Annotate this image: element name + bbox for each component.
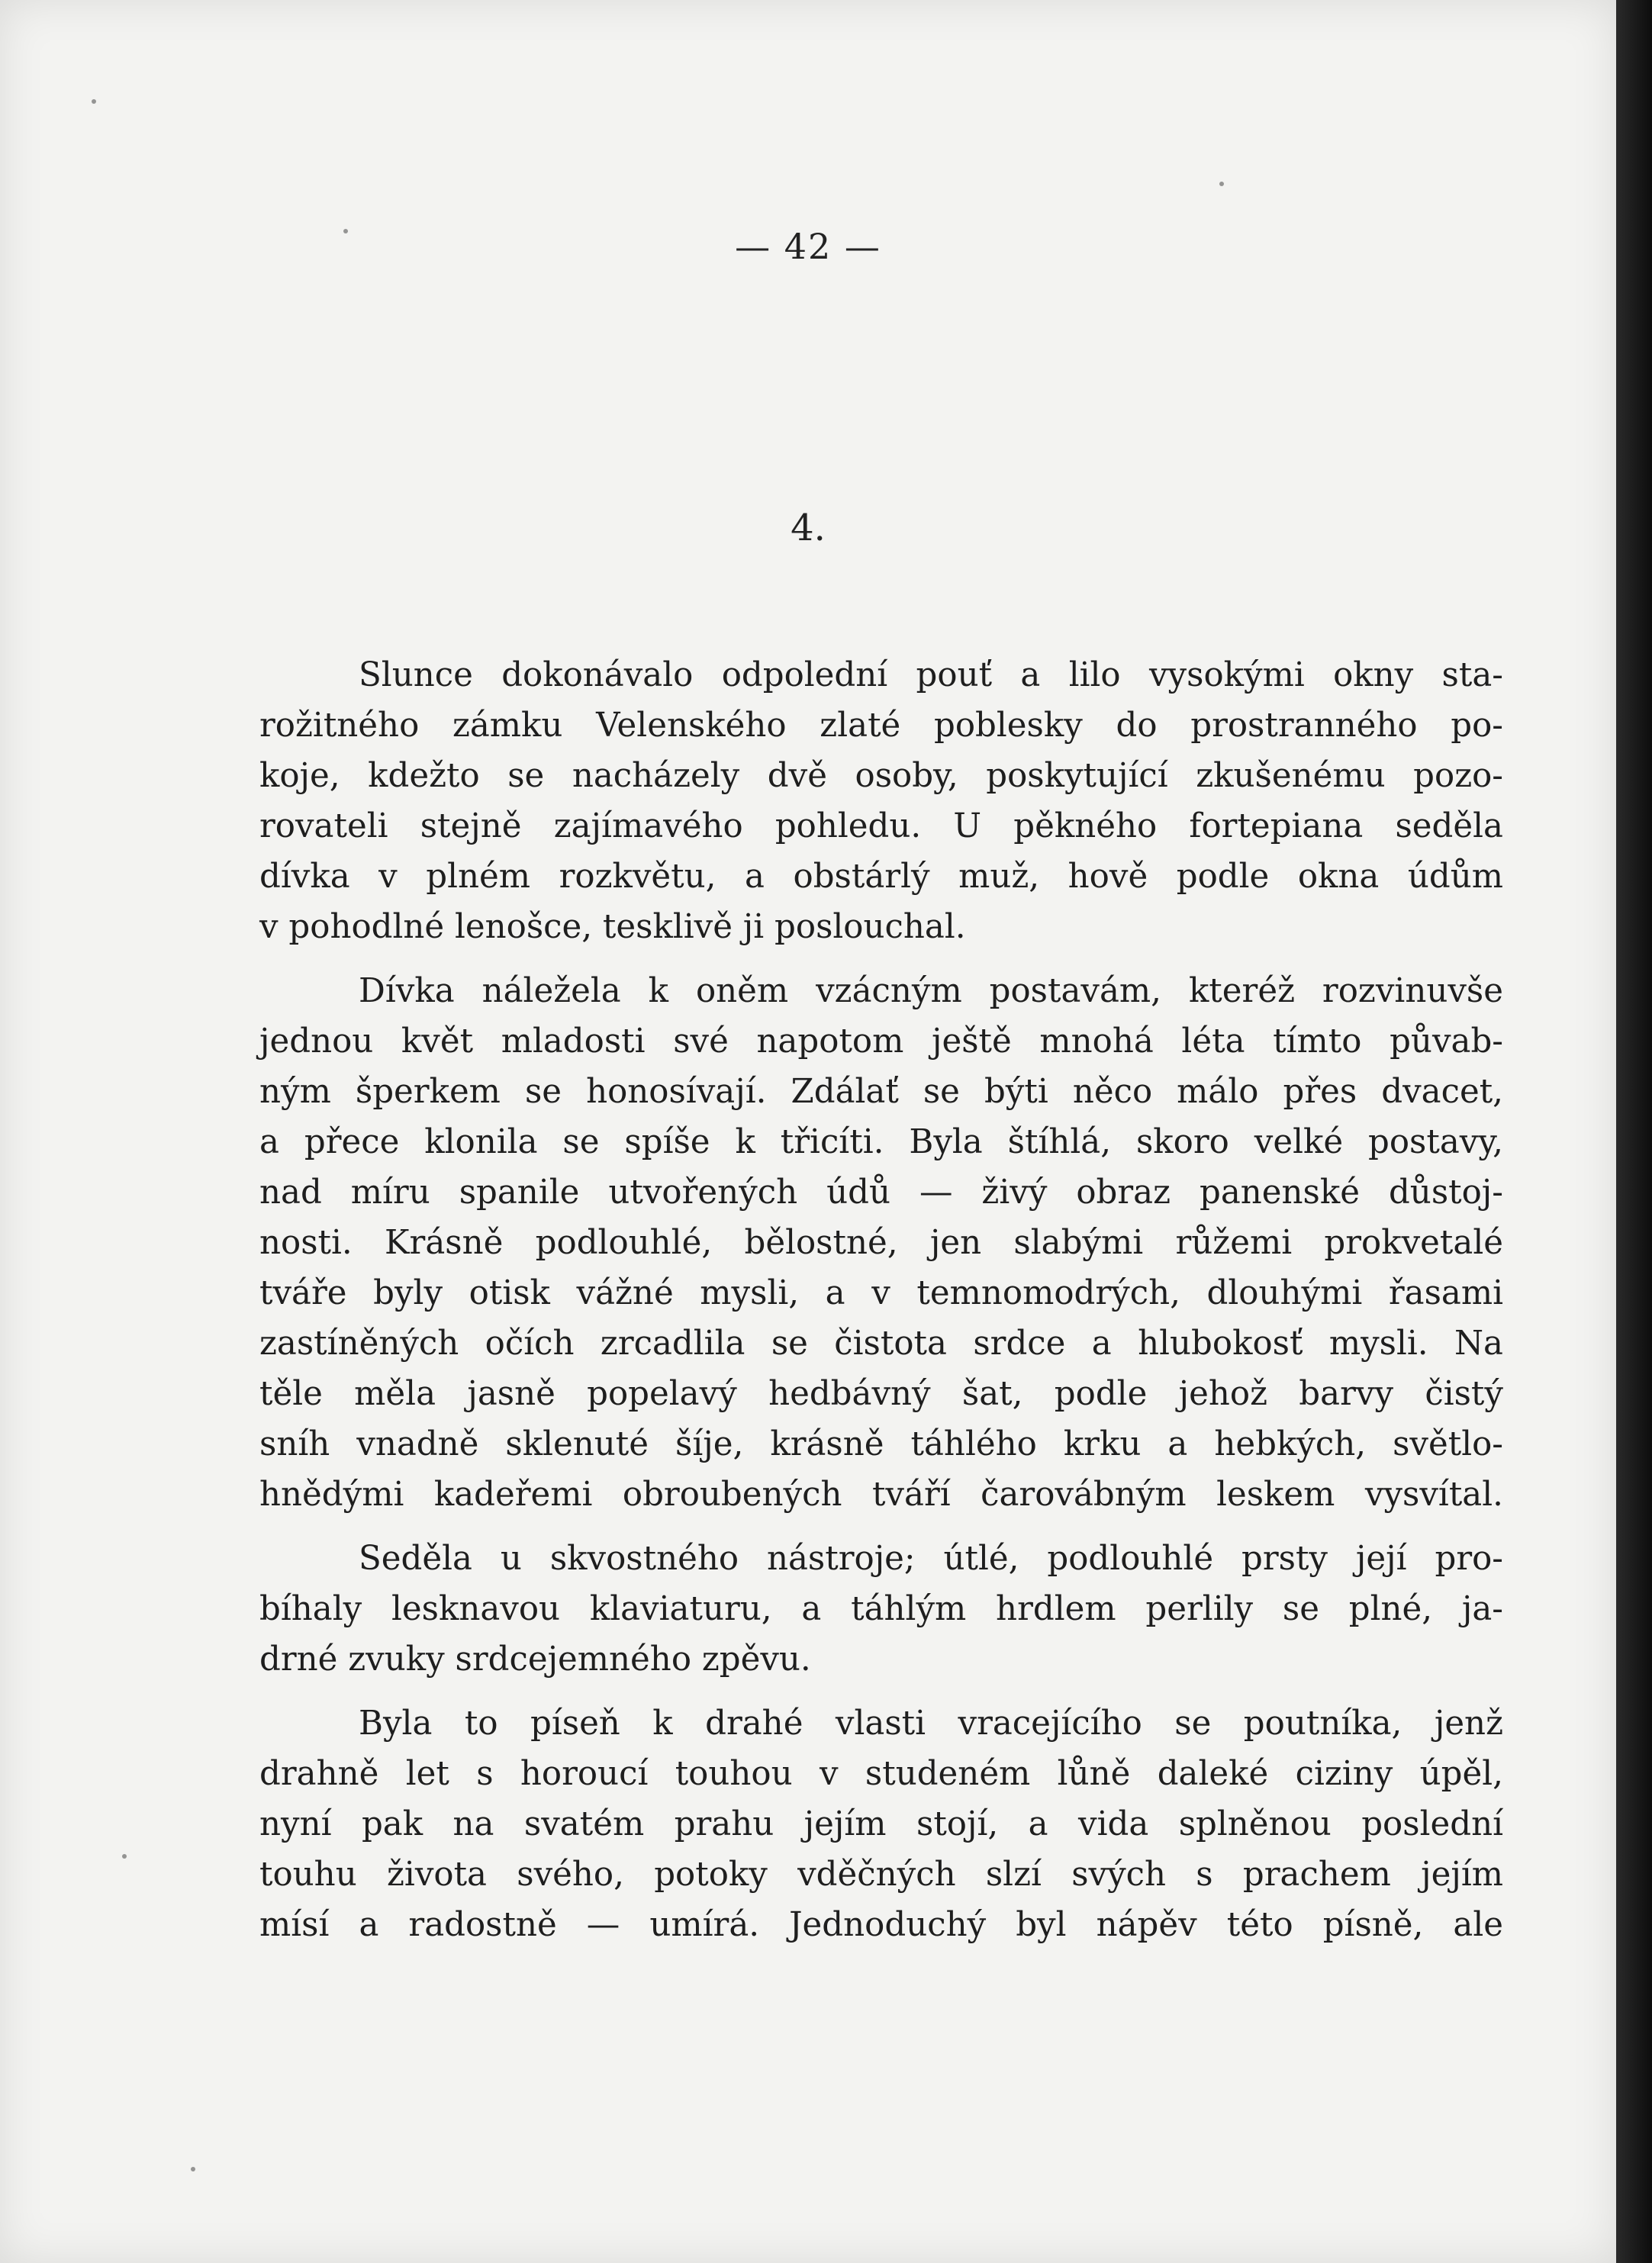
paper-speck	[1219, 182, 1224, 186]
paper-speck	[92, 99, 96, 104]
text-line: mísí a radostně — umírá. Jednoduchý byl nápěv této písně, ale	[259, 1906, 1503, 1944]
paragraph-4	[259, 1698, 1503, 1950]
text-line: touhu života svého, potoky vděčných slzí svých s prachem jejím	[259, 1856, 1503, 1894]
paragraph-1	[259, 650, 1503, 952]
text-line: hnědými kadeřemi obroubených tváří čarovábným leskem vysvítal.	[259, 1476, 1503, 1514]
text-line: drahně let s horoucí touhou v studeném lůně daleké ciziny úpěl,	[259, 1755, 1503, 1793]
text-line: tváře byly otisk vážné mysli, a v temnomodrých, dlouhými řasami	[259, 1274, 1503, 1312]
text-line: sníh vnadně sklenuté šíje, krásně táhlého krku a hebkých, světlo-	[259, 1425, 1503, 1463]
text-line: zastíněných očích zrcadlila se čistota srdce a hlubokosť mysli. Na	[259, 1325, 1503, 1363]
chapter-heading: 4.	[791, 507, 826, 549]
text-line: Seděla u skvostného nástroje; útlé, podlouhlé prsty její pro-	[359, 1540, 1503, 1578]
text-line: rožitného zámku Velenského zlaté poblesky do prostranného po-	[259, 707, 1503, 745]
text-line: dívka v plném rozkvětu, a obstárlý muž, hově podle okna údům	[259, 858, 1503, 896]
text-line: rovateli stejně zajímavého pohledu. U pěkného fortepiana seděla	[259, 807, 1503, 845]
text-line: v pohodlné lenošce, tesklivě ji poslouchal.	[259, 908, 966, 946]
text-line: nosti. Krásně podlouhlé, bělostné, jen slabými růžemi prokvetalé	[259, 1224, 1503, 1262]
text-line: ným šperkem se honosívají. Zdálať se býti něco málo přes dvacet,	[259, 1073, 1503, 1111]
text-line: a přece klonila se spíše k třicíti. Byla štíhlá, skoro velké postavy,	[259, 1123, 1503, 1161]
page-edge-shadow	[1616, 0, 1652, 2263]
paper-speck	[122, 1854, 127, 1859]
paragraph-2	[259, 966, 1503, 1520]
page-number: — 42 —	[735, 226, 881, 267]
text-line: bíhaly lesknavou klaviaturu, a táhlým hrdlem perlily se plné, ja-	[259, 1590, 1503, 1628]
paper-speck	[191, 2167, 195, 2171]
text-line: těle měla jasně popelavý hedbávný šat, podle jehož barvy čistý	[259, 1375, 1503, 1413]
paragraph-3	[259, 1534, 1503, 1685]
text-line: nad míru spanile utvořených údů — živý obraz panenské důstoj-	[259, 1173, 1503, 1212]
text-line: drné zvuky srdcejemného zpěvu.	[259, 1640, 811, 1679]
paper-speck	[343, 229, 348, 233]
text-line: Byla to píseň k drahé vlasti vracejícího se poutníka, jenž	[359, 1704, 1503, 1743]
text-line: Slunce dokonávalo odpolední pouť a lilo vysokými okny sta-	[359, 656, 1503, 694]
text-line: jednou květ mladosti své napotom ještě mnohá léta tímto půvab-	[259, 1022, 1503, 1061]
text-line: nyní pak na svatém prahu jejím stojí, a vida splněnou poslední	[259, 1805, 1503, 1843]
body-text	[259, 650, 1503, 1964]
text-line: koje, kdežto se nacházely dvě osoby, poskytující zkušenému pozo-	[259, 757, 1503, 795]
text-line: Dívka náležela k oněm vzácným postavám, kteréž rozvinuvše	[359, 972, 1503, 1010]
